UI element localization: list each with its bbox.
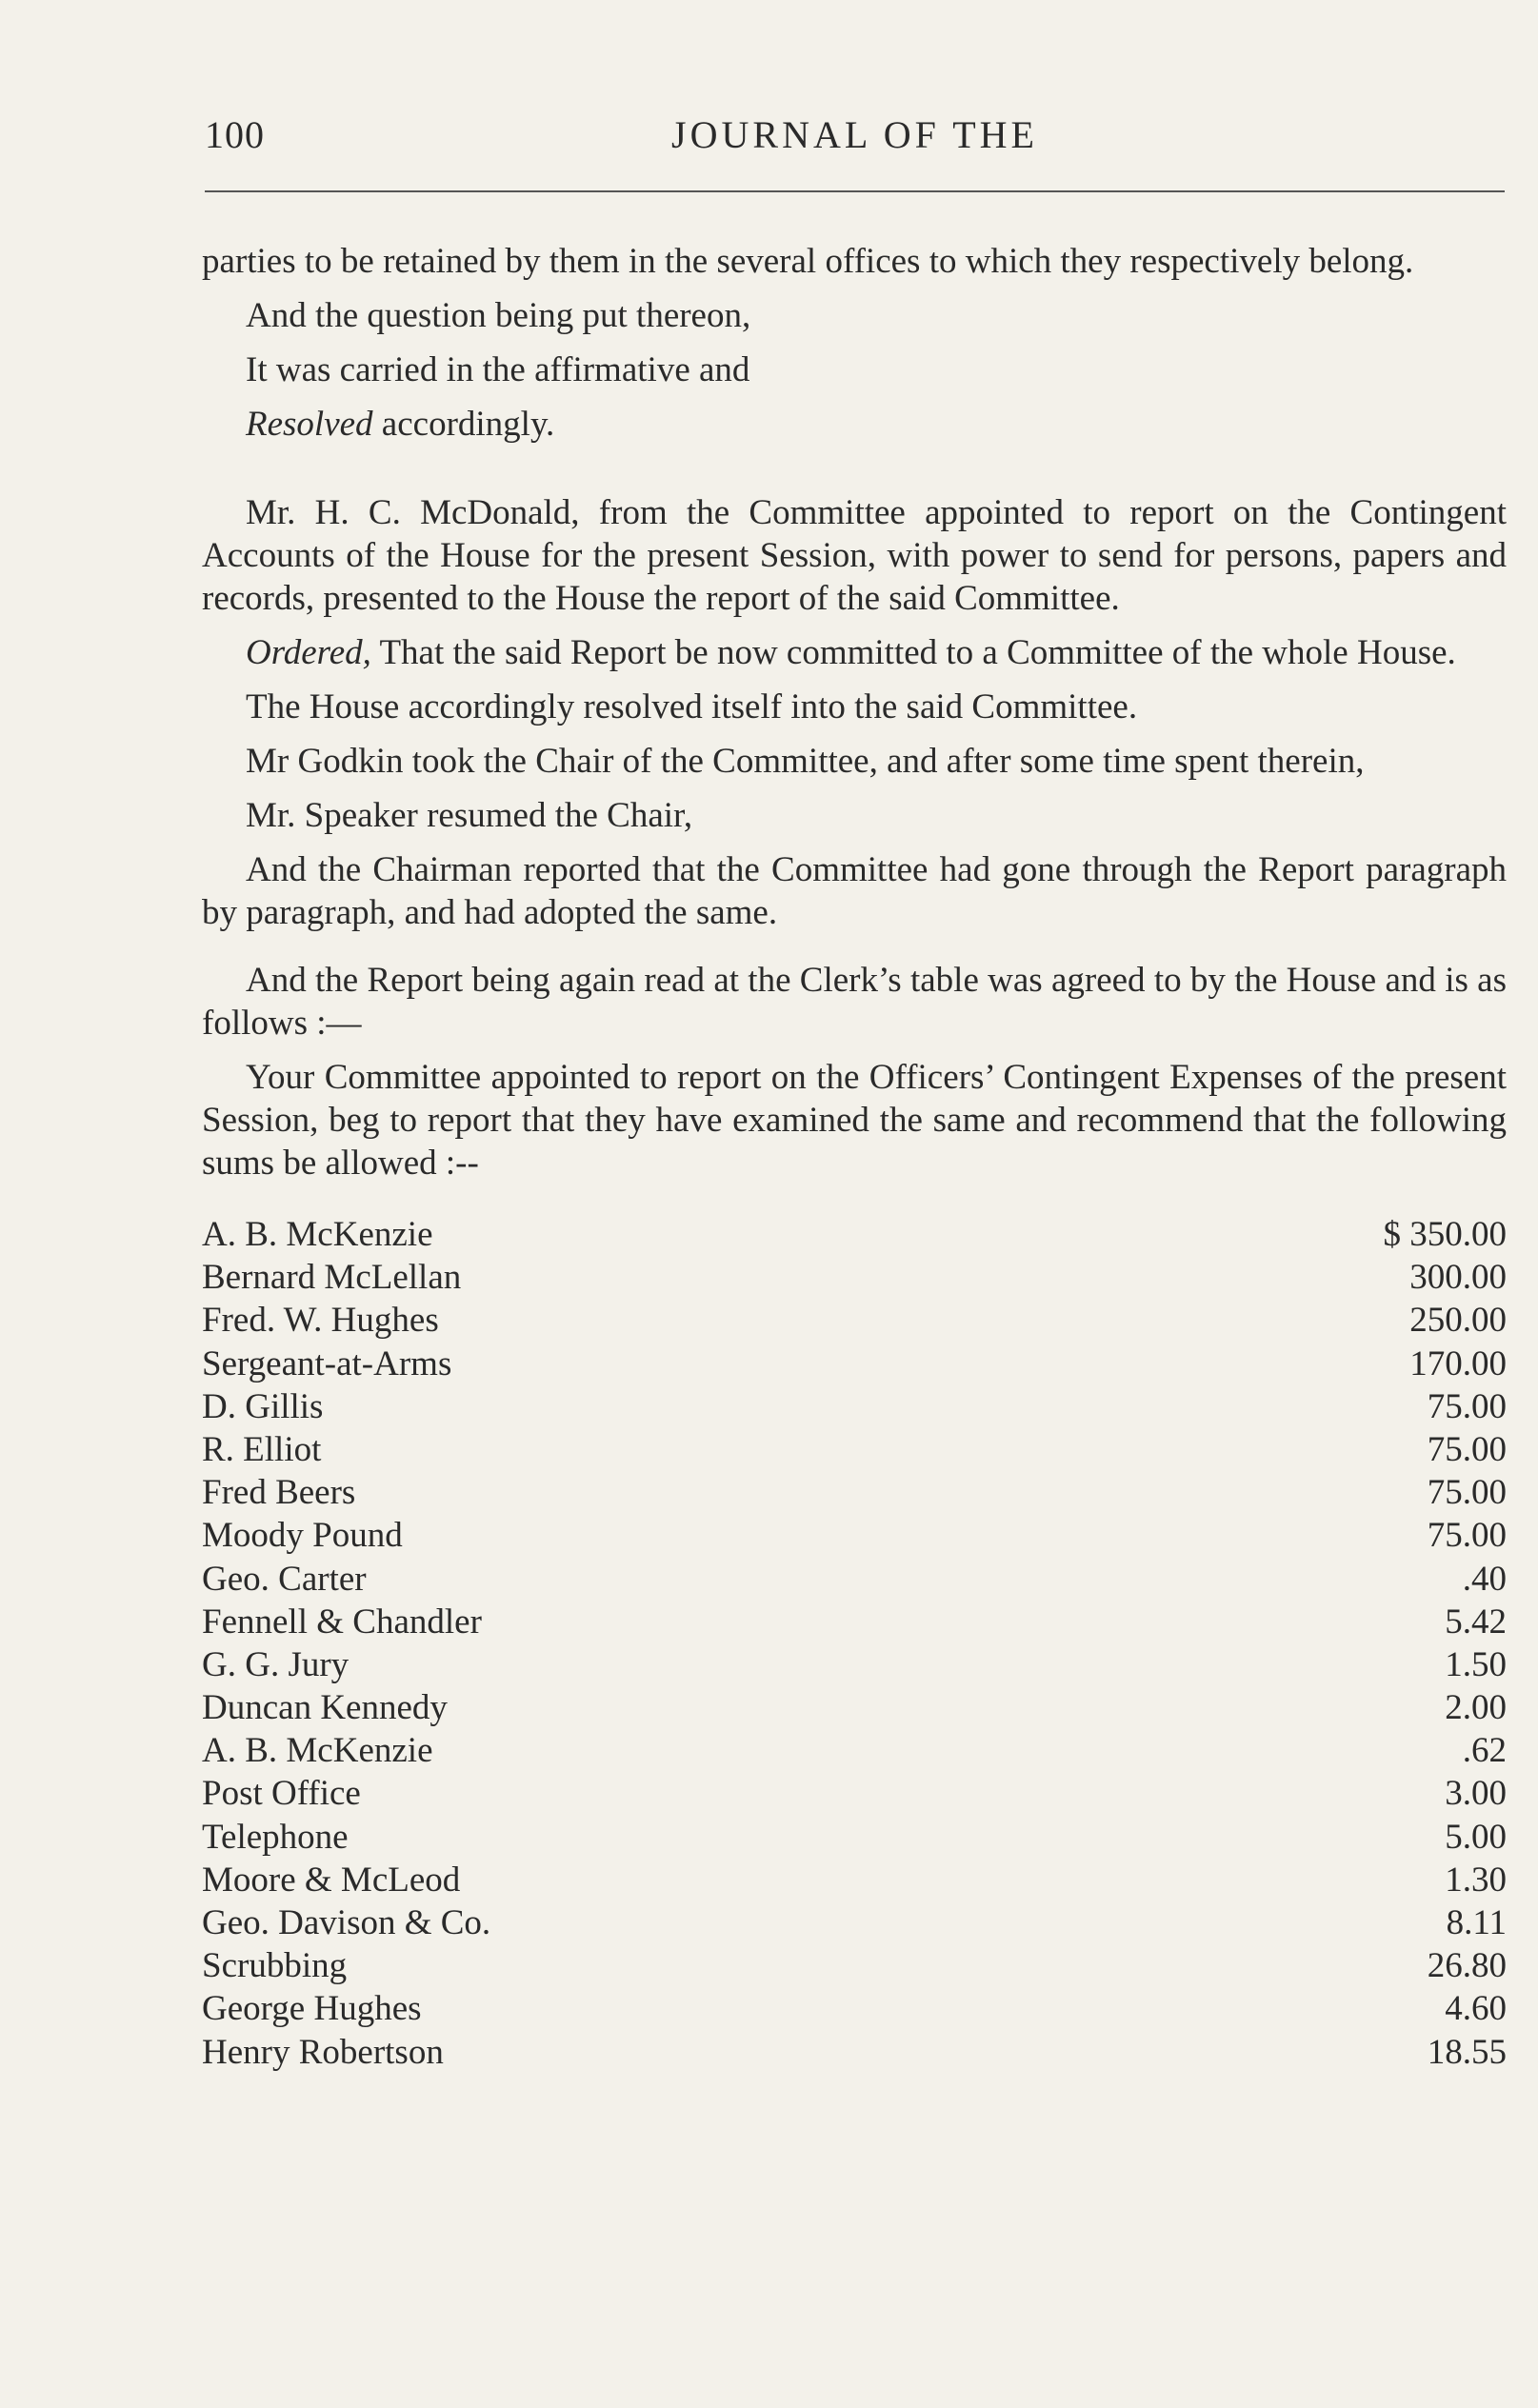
account-row bbox=[202, 1558, 1507, 1601]
account-row bbox=[202, 1772, 1507, 1815]
account-name: Sergeant-at-Arms bbox=[202, 1343, 452, 1383]
account-amount: 75.00 bbox=[1427, 1516, 1507, 1556]
account-amount: 8.11 bbox=[1446, 1903, 1507, 1942]
account-name: Moody Pound bbox=[202, 1516, 403, 1556]
committee-paragraph: And the Chairman reported that the Committee had gone through the Report paragraph by paragraph, and had adopted the same. bbox=[202, 850, 1507, 932]
account-amount: 250.00 bbox=[1409, 1301, 1507, 1341]
committee-paragraph: Mr. Speaker resumed the Chair, bbox=[246, 796, 693, 835]
account-name: Telephone bbox=[202, 1817, 349, 1857]
account-row bbox=[202, 1343, 1507, 1385]
question-line: It was carried in the affirmative and bbox=[246, 350, 750, 389]
account-amount: 3.00 bbox=[1445, 1774, 1507, 1814]
account-amount: 18.55 bbox=[1427, 2032, 1507, 2072]
account-name: Moore & McLeod bbox=[202, 1860, 461, 1900]
report-presented-paragraph: Mr. H. C. McDonald, from the Committee appointed to report on the Contingent Accounts of the House for the present Session, with power to send for persons, papers and records, presented to the House the report of the said Committee. bbox=[202, 493, 1507, 618]
page-body bbox=[202, 240, 1507, 2074]
agreed-paragraph: And the Report being again read at the Clerk’s table was agreed to by the House and is as follows :— bbox=[202, 961, 1507, 1043]
account-amount: 1.50 bbox=[1445, 1644, 1507, 1684]
account-row bbox=[202, 1256, 1507, 1299]
account-amount: $ 350.00 bbox=[1383, 1215, 1507, 1254]
account-row bbox=[202, 1299, 1507, 1342]
account-name: Bernard McLellan bbox=[202, 1258, 462, 1298]
running-title: JOURNAL OF THE bbox=[671, 113, 1038, 156]
account-amount: 26.80 bbox=[1427, 1946, 1507, 1986]
account-amount: .40 bbox=[1462, 1559, 1507, 1599]
account-row bbox=[202, 1643, 1507, 1686]
account-row bbox=[202, 1428, 1507, 1471]
committee-paragraph: The House accordingly resolved itself into the said Committee. bbox=[246, 687, 1138, 726]
account-row bbox=[202, 1213, 1507, 1256]
question-line: And the question being put thereon, bbox=[246, 296, 751, 335]
account-row bbox=[202, 1987, 1507, 2030]
ordered-italic: Ordered, bbox=[246, 633, 371, 672]
page-header bbox=[205, 112, 1505, 169]
account-amount: 75.00 bbox=[1427, 1386, 1507, 1426]
committee-paragraph: Mr Godkin took the Chair of the Committee, and after some time spent therein, bbox=[246, 742, 1365, 781]
account-name: G. G. Jury bbox=[202, 1644, 350, 1684]
account-amount: 170.00 bbox=[1409, 1343, 1507, 1383]
account-row bbox=[202, 1385, 1507, 1428]
account-amount: 5.00 bbox=[1445, 1817, 1507, 1857]
account-name: Post Office bbox=[202, 1774, 361, 1814]
account-row bbox=[202, 1944, 1507, 1987]
account-row bbox=[202, 2031, 1507, 2074]
account-name: Fred Beers bbox=[202, 1473, 356, 1513]
account-row bbox=[202, 1601, 1507, 1643]
ordered-paragraph bbox=[202, 631, 1507, 674]
account-name: Fred. W. Hughes bbox=[202, 1301, 439, 1341]
account-name: Fennell & Chandler bbox=[202, 1602, 482, 1642]
ordered-rest: That the said Report be now committed to a Committee of the whole House. bbox=[370, 633, 1456, 672]
account-row bbox=[202, 1514, 1507, 1557]
account-amount: 75.00 bbox=[1427, 1429, 1507, 1469]
continuation-paragraph: parties to be retained by them in the several offices to which they respectively belong. bbox=[202, 242, 1414, 281]
resolved-line bbox=[246, 403, 1507, 446]
account-amount: 5.42 bbox=[1445, 1602, 1507, 1642]
question-block bbox=[202, 294, 1507, 446]
account-name: R. Elliot bbox=[202, 1429, 322, 1469]
resolved-rest: accordingly. bbox=[372, 405, 555, 444]
account-amount: 1.30 bbox=[1445, 1860, 1507, 1900]
account-name: A. B. McKenzie bbox=[202, 1215, 433, 1254]
account-name: D. Gillis bbox=[202, 1386, 324, 1426]
account-row bbox=[202, 1729, 1507, 1772]
account-name: Geo. Carter bbox=[202, 1559, 367, 1599]
header-rule bbox=[205, 190, 1505, 192]
page-number: 100 bbox=[205, 113, 265, 156]
account-amount: .62 bbox=[1462, 1731, 1507, 1771]
account-amount: 2.00 bbox=[1445, 1688, 1507, 1728]
account-row bbox=[202, 1686, 1507, 1729]
account-amount: 4.60 bbox=[1445, 1989, 1507, 2029]
account-row bbox=[202, 1816, 1507, 1859]
accounts-list bbox=[202, 1213, 1507, 2074]
account-amount: 300.00 bbox=[1409, 1258, 1507, 1298]
account-row bbox=[202, 1901, 1507, 1944]
account-name: George Hughes bbox=[202, 1989, 422, 2029]
account-name: Scrubbing bbox=[202, 1946, 348, 1986]
account-name: Henry Robertson bbox=[202, 2032, 444, 2072]
account-row bbox=[202, 1859, 1507, 1901]
account-name: Geo. Davison & Co. bbox=[202, 1903, 491, 1942]
account-name: Duncan Kennedy bbox=[202, 1688, 448, 1728]
resolved-italic: Resolved bbox=[246, 405, 373, 444]
report-intro-paragraph: Your Committee appointed to report on the Officers’ Contingent Expenses of the present Session, beg to report that they have examined the same and recommend that the following sums be allowed :-- bbox=[202, 1058, 1507, 1183]
account-amount: 75.00 bbox=[1427, 1473, 1507, 1513]
account-name: A. B. McKenzie bbox=[202, 1731, 433, 1771]
account-row bbox=[202, 1471, 1507, 1514]
